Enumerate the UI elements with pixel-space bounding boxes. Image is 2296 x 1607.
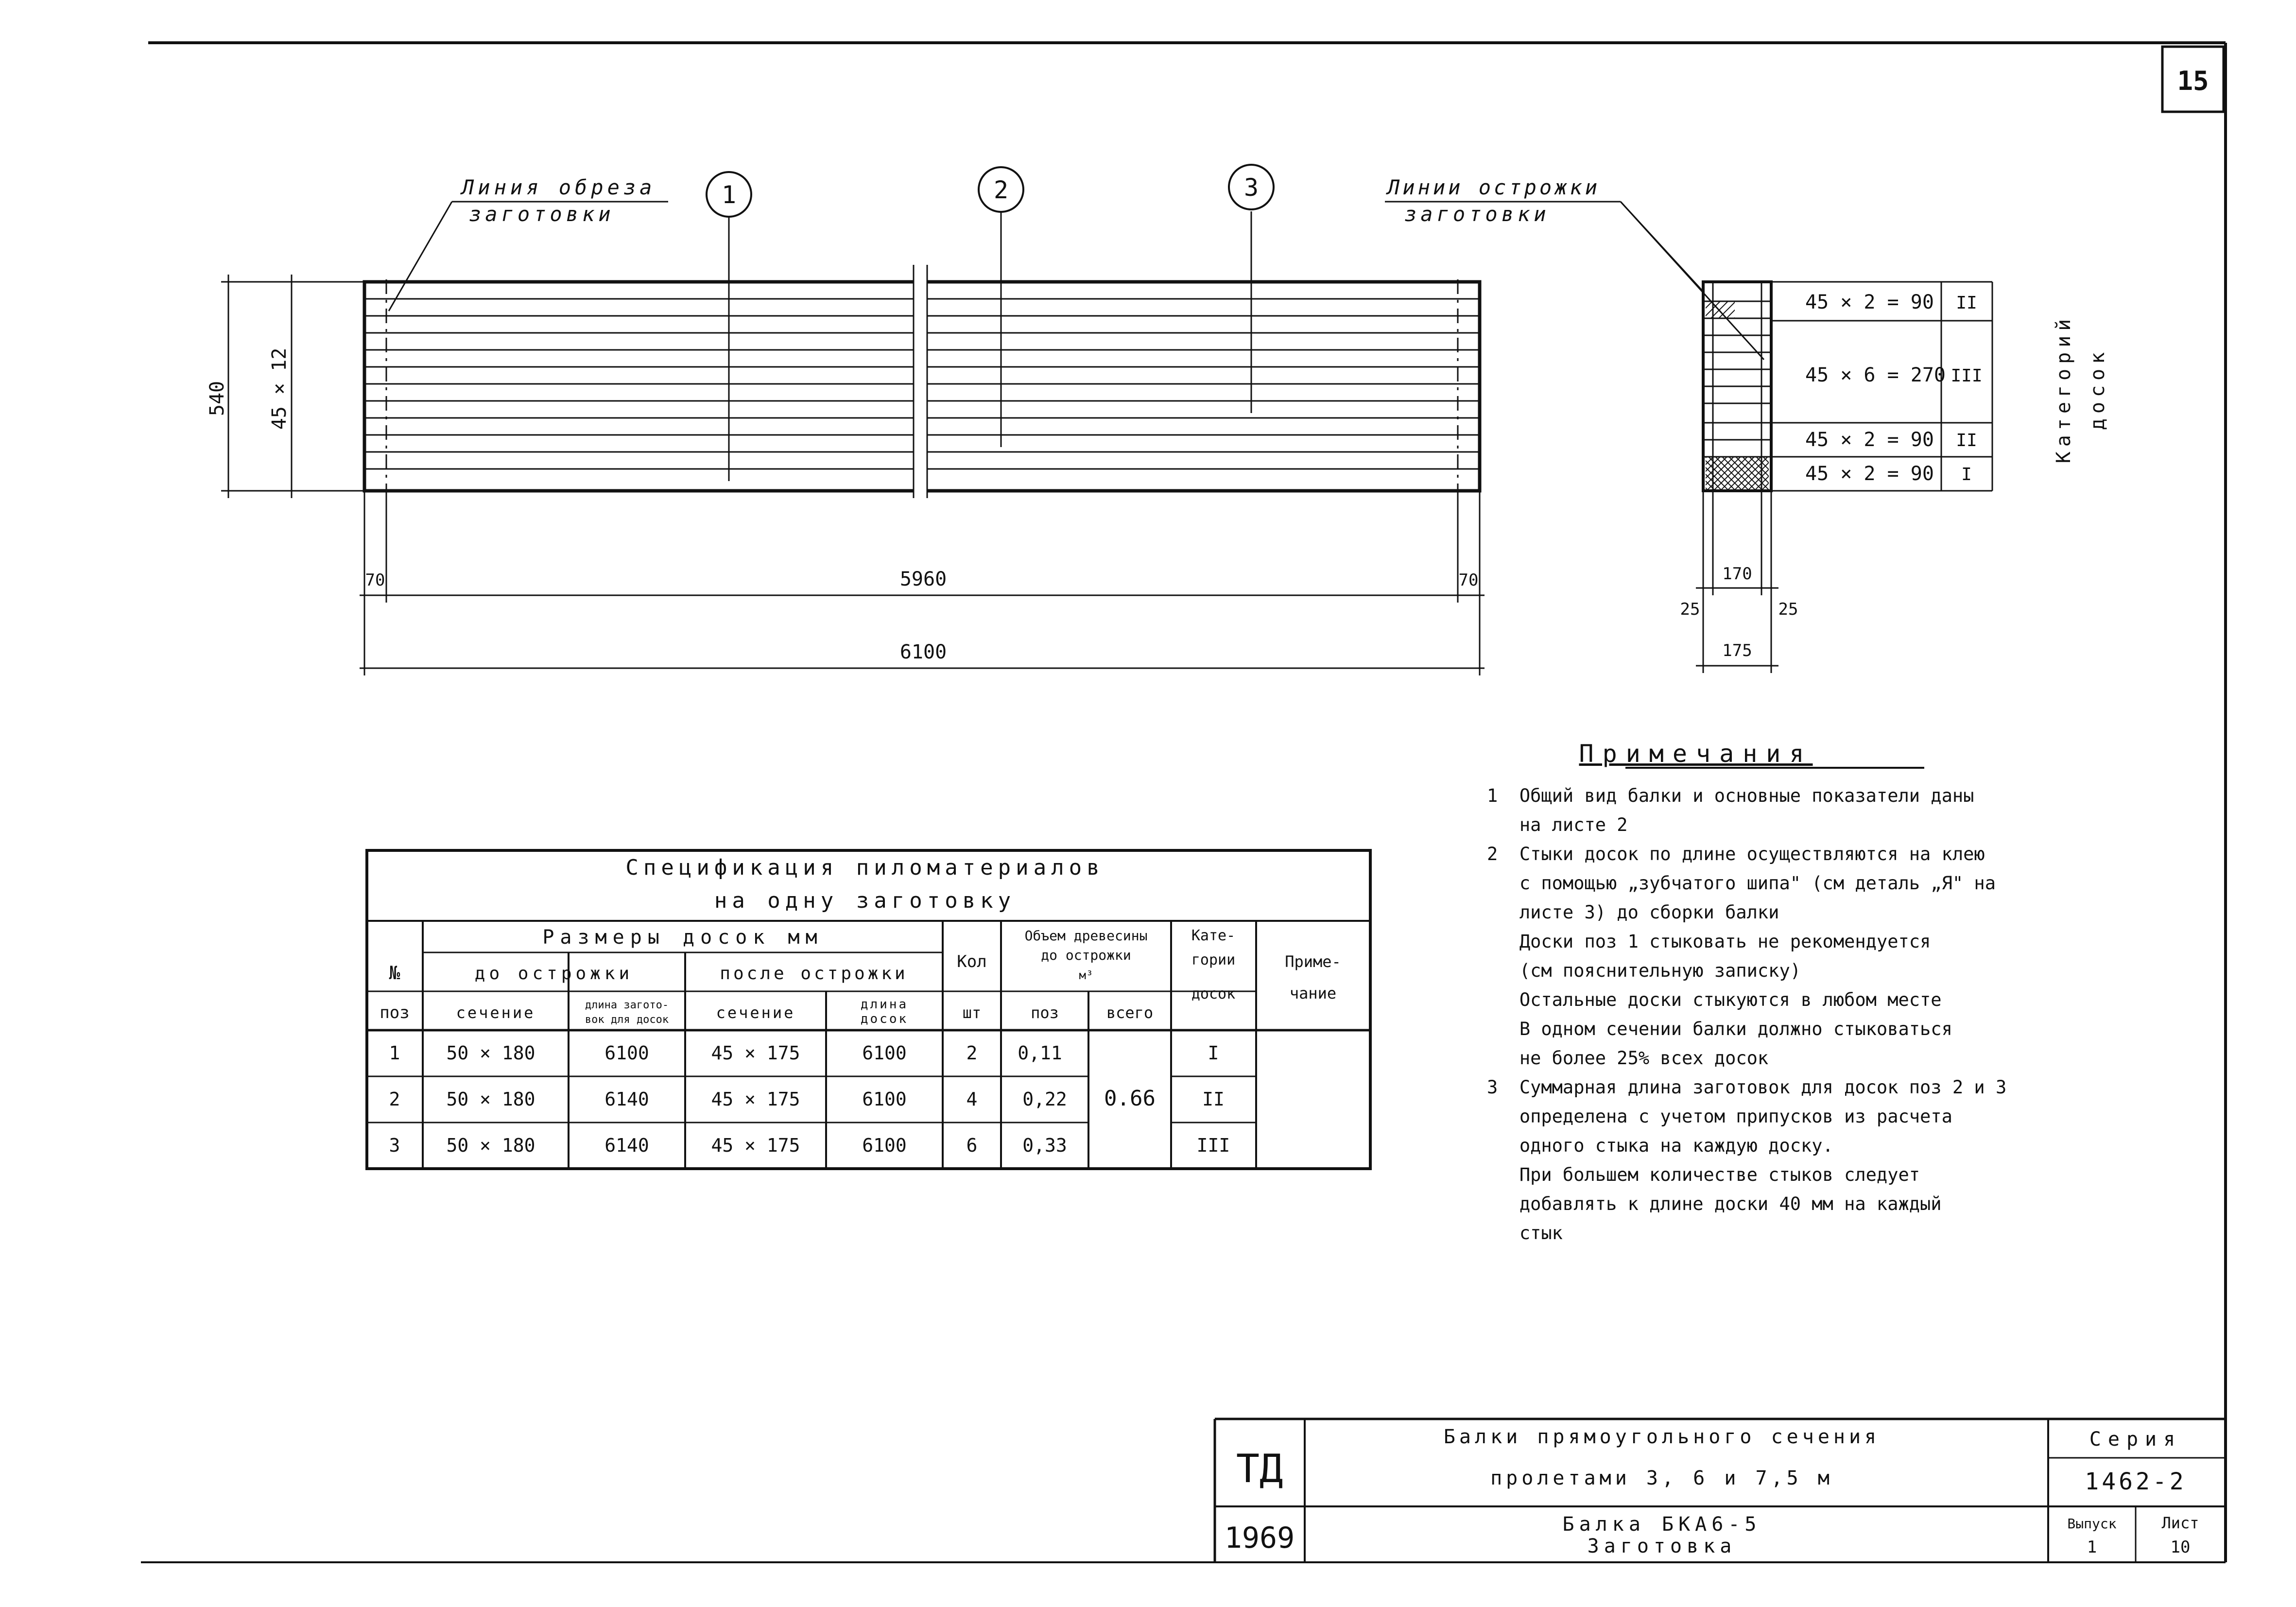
hdr-qty: Кол — [957, 952, 987, 971]
section-formula-4: 45 × 2 = 90 — [1805, 463, 1934, 485]
svg-text:добавлять к длине доски 40 мм: добавлять к длине доски 40 мм на каждый — [1487, 1193, 1942, 1214]
svg-text:При большем количестве стыков: При большем количестве стыков следует — [1487, 1164, 1920, 1185]
sheet-number: 15 — [2177, 66, 2209, 96]
hdr-qty-unit: шт — [962, 1003, 982, 1022]
hdr-cat-3: досок — [1191, 985, 1236, 1002]
hdr-after: после острожки — [720, 964, 908, 984]
svg-text:II: II — [1202, 1089, 1225, 1110]
hdr-blank-len-1: длина загото- — [585, 999, 669, 1011]
series-label: Серия — [2089, 1428, 2182, 1451]
svg-text:45 × 175: 45 × 175 — [711, 1135, 800, 1156]
svg-text:на листе 2: на листе 2 — [1487, 814, 1628, 835]
vertical-dimensions — [221, 275, 364, 498]
hdr-cat-2: гории — [1191, 951, 1236, 968]
hdr-len-2: досок — [860, 1012, 909, 1026]
doc-title-1: Балки прямоугольного сечения — [1443, 1426, 1881, 1448]
svg-text:0,11: 0,11 — [1018, 1042, 1062, 1064]
section-cat-2: III — [1951, 366, 1983, 386]
svg-text:6100: 6100 — [862, 1042, 907, 1064]
svg-text:одного стыка на каждую доску.: одного стыка на каждую доску. — [1487, 1135, 1833, 1156]
svg-text:3: 3 — [389, 1135, 400, 1156]
dim-total: 6100 — [899, 641, 947, 663]
svg-text:листе 3) до сборки балки: листе 3) до сборки балки — [1487, 902, 1779, 923]
svg-text:с помощью „зубчатого шипа" (см: с помощью „зубчатого шипа" (см деталь „Я" на — [1487, 873, 1996, 894]
svg-text:0,22: 0,22 — [1022, 1089, 1067, 1110]
section-formula-3: 45 × 2 = 90 — [1805, 429, 1934, 451]
section-dim-total: 175 — [1722, 641, 1752, 660]
blank-elevation — [364, 202, 1480, 501]
svg-text:1: 1 — [389, 1042, 400, 1064]
hdr-pos2: поз — [380, 1003, 410, 1022]
svg-text:(см пояснительную записку): (см пояснительную записку) — [1487, 960, 1801, 981]
hdr-volume-2: до острожки — [1041, 947, 1131, 963]
hdr-cat-1: Кате- — [1191, 927, 1236, 944]
position-label-1: 1 — [721, 181, 737, 209]
hdr-section: сечение — [456, 1003, 535, 1022]
doc-sub-1: Балка БКА6-5 — [1562, 1513, 1761, 1536]
svg-text:6100: 6100 — [862, 1135, 907, 1156]
section-dim-width: 170 — [1722, 564, 1752, 584]
total-volume: 0.66 — [1104, 1086, 1156, 1111]
series-value: 1462-2 — [2085, 1468, 2187, 1495]
hdr-vol-pos: поз — [1031, 1003, 1059, 1022]
section-dim-left: 25 — [1680, 600, 1700, 619]
svg-text:6100: 6100 — [862, 1089, 907, 1110]
svg-text:50 × 180: 50 × 180 — [446, 1135, 535, 1156]
svg-text:6140: 6140 — [604, 1089, 649, 1110]
height-boards-label: 45 × 12 — [268, 347, 291, 430]
position-label-2: 2 — [993, 176, 1009, 204]
svg-text:2: 2 — [966, 1042, 978, 1064]
callout-cut-line-2: заготовки — [469, 202, 615, 226]
section-dim-right: 25 — [1778, 600, 1798, 619]
svg-text:4: 4 — [966, 1089, 978, 1110]
section-cat-4: I — [1961, 465, 1972, 484]
sheet-value: 10 — [2170, 1538, 2191, 1557]
svg-text:3 Суммарная длина заготовок д: 3 Суммарная длина заготовок для досок поз 2 и 3 — [1487, 1077, 2007, 1098]
notes-list — [1487, 785, 2006, 1244]
section-cat-1: II — [1956, 293, 1977, 313]
spec-title: Спецификация пиломатериалов — [625, 855, 1105, 880]
svg-text:Остальные доски стыкуются в лю: Остальные доски стыкуются в любом месте — [1487, 989, 1942, 1010]
svg-text:не более 25% всех досок: не более 25% всех досок — [1487, 1048, 1769, 1069]
year: 1969 — [1224, 1521, 1295, 1555]
callout-planing-2: заготовки — [1404, 202, 1550, 226]
section-formula-2: 45 × 6 = 270 — [1805, 364, 1946, 386]
hdr-volume-unit: м³ — [1079, 968, 1093, 982]
spec-subtitle: на одну заготовку — [714, 888, 1016, 913]
hdr-section2: сечение — [716, 1003, 795, 1022]
svg-text:45 × 175: 45 × 175 — [711, 1042, 800, 1064]
org-mark: ТД — [1236, 1446, 1283, 1491]
position-label-3: 3 — [1243, 173, 1259, 202]
dim-edge-left: 70 — [365, 570, 385, 590]
doc-sub-2: Заготовка — [1587, 1535, 1737, 1557]
doc-title-2: пролетами 3, 6 и 7,5 м — [1490, 1467, 1833, 1489]
svg-text:6: 6 — [966, 1135, 978, 1156]
svg-text:45 × 175: 45 × 175 — [711, 1089, 800, 1110]
callout-cut-line-1: Линия обреза — [462, 175, 656, 199]
svg-text:2 Стыки досок по длине осущес: 2 Стыки досок по длине осуществляются на клею — [1487, 844, 1985, 864]
issue-label: Выпуск — [2067, 1516, 2117, 1532]
hdr-blank-len-2: вок для досок — [585, 1014, 669, 1026]
svg-text:6140: 6140 — [604, 1135, 649, 1156]
svg-text:50 × 180: 50 × 180 — [446, 1089, 535, 1110]
dim-edge-right: 70 — [1458, 570, 1479, 590]
svg-text:50 × 180: 50 × 180 — [446, 1042, 535, 1064]
height-total-label: 540 — [206, 380, 228, 416]
svg-text:Доски поз 1 стыковать не реком: Доски поз 1 стыковать не рекомендуется — [1487, 931, 1931, 952]
svg-text:III: III — [1196, 1135, 1230, 1156]
sheet-label: Лист — [2161, 1514, 2199, 1532]
hdr-len-1: длина — [860, 997, 909, 1012]
hdr-pos: № — [389, 962, 400, 984]
hdr-volume-1: Объем древесины — [1024, 928, 1148, 944]
svg-text:0,33: 0,33 — [1022, 1135, 1067, 1156]
hdr-note-2: чание — [1289, 984, 1337, 1002]
svg-text:1 Общий вид балки и основные: 1 Общий вид балки и основные показатели даны — [1487, 785, 1974, 806]
notes-title: Примечания — [1579, 740, 1813, 768]
hdr-note-1: Приме- — [1285, 952, 1341, 971]
table-row — [389, 1089, 1225, 1110]
svg-text:определена с учетом припусков: определена с учетом припусков из расчета — [1487, 1106, 1952, 1127]
section-cat-3: II — [1956, 431, 1977, 450]
hdr-vol-total: всего — [1106, 1003, 1154, 1022]
hdr-sizes: Размеры досок мм — [542, 926, 823, 949]
dim-inner: 5960 — [899, 568, 947, 590]
categories-label-1: Категорий — [2053, 314, 2075, 464]
section-formula-1: 45 × 2 = 90 — [1805, 291, 1934, 313]
svg-text:I: I — [1208, 1042, 1219, 1064]
categories-label-2: досок — [2087, 347, 2109, 431]
table-row — [389, 1042, 1219, 1064]
svg-text:стык: стык — [1487, 1223, 1563, 1244]
svg-text:2: 2 — [389, 1089, 400, 1110]
svg-text:6100: 6100 — [604, 1042, 649, 1064]
issue-value: 1 — [2087, 1538, 2097, 1557]
hdr-before: до острожки — [474, 964, 634, 984]
svg-text:В одном сечении балки должно с: В одном сечении балки должно стыковаться — [1487, 1019, 1952, 1039]
table-row — [389, 1135, 1230, 1156]
callout-planing-1: Линии острожки — [1387, 175, 1601, 199]
